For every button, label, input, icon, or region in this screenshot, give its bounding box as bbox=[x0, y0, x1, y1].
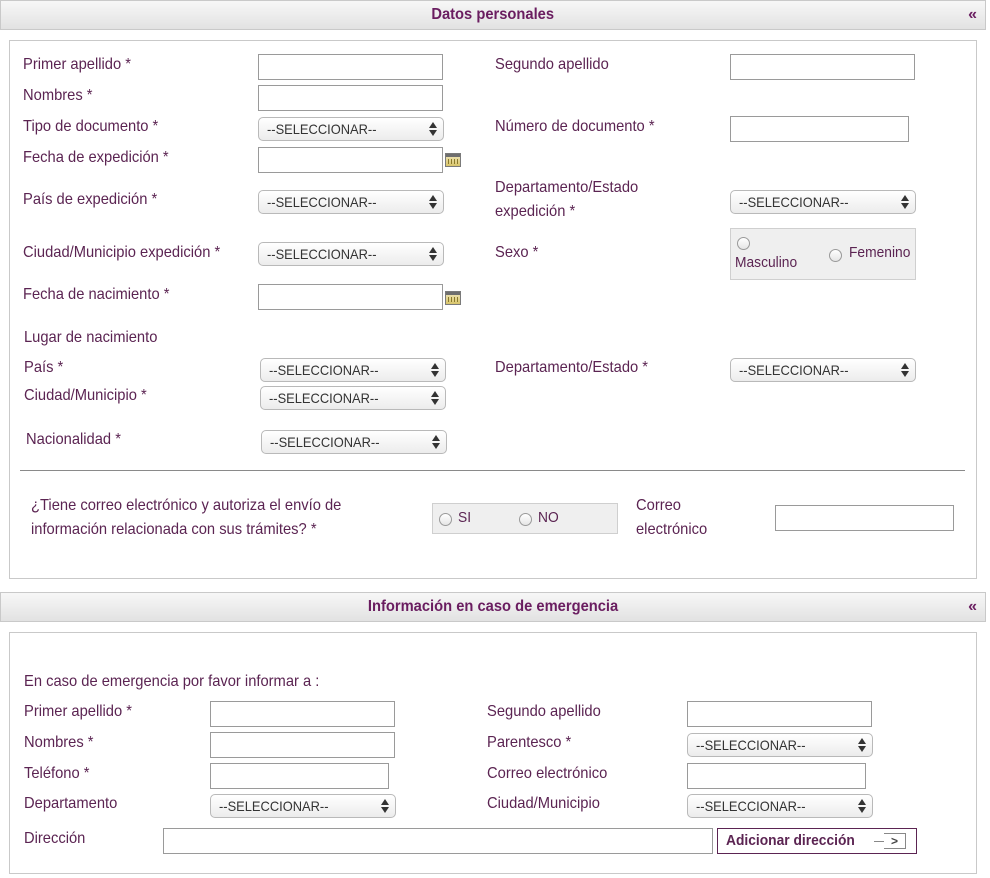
parentesco-value: --SELECCIONAR-- bbox=[696, 737, 806, 753]
nacionalidad-value: --SELECCIONAR-- bbox=[270, 434, 380, 450]
label-fecha-expedicion: Fecha de expedición * bbox=[23, 149, 169, 166]
tipo-documento-value: --SELECCIONAR-- bbox=[267, 121, 377, 137]
label-departamento-expedicion: Departamento/Estado expedición * bbox=[495, 179, 639, 220]
ciudad-nacimiento-value: --SELECCIONAR-- bbox=[269, 390, 379, 406]
label-pais: País * bbox=[24, 359, 64, 376]
select-arrows-icon bbox=[901, 194, 909, 210]
select-arrows-icon bbox=[431, 362, 439, 378]
departamento-expedicion-value: --SELECCIONAR-- bbox=[739, 194, 849, 210]
em-primer-apellido-input[interactable] bbox=[210, 701, 395, 727]
select-arrows-icon bbox=[858, 798, 866, 814]
label-ciudad-expedicion: Ciudad/Municipio expedición * bbox=[23, 244, 221, 261]
label-em-primer-apellido: Primer apellido * bbox=[24, 703, 132, 720]
nombres-input[interactable] bbox=[258, 85, 443, 111]
adicionar-direccion-button[interactable] bbox=[717, 828, 917, 854]
label-si: SI bbox=[458, 509, 472, 526]
divider bbox=[20, 470, 965, 471]
label-parentesco: Parentesco * bbox=[487, 734, 572, 751]
pais-expedicion-select[interactable] bbox=[258, 190, 444, 214]
label-femenino: Femenino bbox=[849, 244, 911, 261]
label-sexo: Sexo * bbox=[495, 244, 539, 261]
nacionalidad-select[interactable] bbox=[261, 430, 447, 454]
segundo-apellido-input[interactable] bbox=[730, 54, 915, 80]
select-arrows-icon bbox=[381, 798, 389, 814]
label-no: NO bbox=[538, 509, 559, 526]
label-tipo-documento: Tipo de documento * bbox=[23, 118, 159, 135]
sexo-radio-group bbox=[730, 228, 916, 280]
ciudad-nacimiento-select[interactable] bbox=[260, 386, 446, 410]
label-em-correo: Correo electrónico bbox=[487, 765, 608, 782]
pais-nacimiento-value: --SELECCIONAR-- bbox=[269, 362, 379, 378]
em-correo-input[interactable] bbox=[687, 763, 866, 789]
primer-apellido-input[interactable] bbox=[258, 54, 443, 80]
select-arrows-icon bbox=[429, 121, 437, 137]
select-arrows-icon bbox=[431, 390, 439, 406]
departamento-nacimiento-select[interactable] bbox=[730, 358, 916, 382]
em-segundo-apellido-input[interactable] bbox=[687, 701, 872, 727]
collapse-icon[interactable]: « bbox=[968, 6, 977, 23]
calendar-icon[interactable] bbox=[445, 153, 461, 167]
departamento-select[interactable] bbox=[210, 794, 396, 818]
label-pais-expedicion: País de expedición * bbox=[23, 191, 158, 208]
select-arrows-icon bbox=[429, 246, 437, 262]
ciudad-expedicion-select[interactable] bbox=[258, 242, 444, 266]
correo-radio-group bbox=[432, 503, 618, 534]
em-ciudad-select[interactable] bbox=[687, 794, 873, 818]
label-departamento: Departamento bbox=[24, 795, 118, 812]
radio-si[interactable] bbox=[439, 513, 452, 526]
radio-masculino[interactable] bbox=[737, 237, 750, 250]
telefono-input[interactable] bbox=[210, 763, 389, 789]
label-em-nombres: Nombres * bbox=[24, 734, 94, 751]
numero-documento-input[interactable] bbox=[730, 116, 909, 142]
label-lugar-nacimiento: Lugar de nacimiento bbox=[24, 329, 158, 346]
section-title-emergency: Información en caso de emergencia bbox=[367, 598, 619, 615]
label-em-segundo-apellido: Segundo apellido bbox=[487, 703, 601, 720]
label-em-ciudad: Ciudad/Municipio bbox=[487, 795, 600, 812]
arrow-right-icon: > bbox=[884, 833, 906, 849]
label-nombres: Nombres * bbox=[23, 87, 93, 104]
label-segundo-apellido: Segundo apellido bbox=[495, 56, 609, 73]
parentesco-select[interactable] bbox=[687, 733, 873, 757]
em-ciudad-value: --SELECCIONAR-- bbox=[696, 798, 806, 814]
select-arrows-icon bbox=[858, 737, 866, 753]
label-correo-electronico: Correo electrónico bbox=[636, 497, 708, 538]
departamento-nacimiento-value: --SELECCIONAR-- bbox=[739, 362, 849, 378]
label-ciudad-municipio: Ciudad/Municipio * bbox=[24, 387, 147, 404]
label-masculino: Masculino bbox=[735, 254, 798, 271]
select-arrows-icon bbox=[432, 434, 440, 450]
adicionar-direccion-label: Adicionar dirección bbox=[726, 832, 855, 849]
collapse-icon[interactable]: « bbox=[968, 598, 977, 615]
ciudad-expedicion-value: --SELECCIONAR-- bbox=[267, 246, 377, 262]
label-departamento-estado: Departamento/Estado * bbox=[495, 359, 649, 376]
pais-nacimiento-select[interactable] bbox=[260, 358, 446, 382]
select-arrows-icon bbox=[429, 194, 437, 210]
section-header-personal[interactable] bbox=[0, 0, 986, 30]
fecha-nacimiento-input[interactable] bbox=[258, 284, 443, 310]
radio-femenino[interactable] bbox=[829, 249, 842, 262]
departamento-value: --SELECCIONAR-- bbox=[219, 798, 329, 814]
label-correo-pregunta: ¿Tiene correo electrónico y autoriza el envío de información relacionada con sus trámites? * bbox=[31, 497, 342, 538]
section-header-emergency[interactable] bbox=[0, 592, 986, 622]
label-fecha-nacimiento: Fecha de nacimiento * bbox=[23, 286, 170, 303]
em-nombres-input[interactable] bbox=[210, 732, 395, 758]
pais-expedicion-value: --SELECCIONAR-- bbox=[267, 194, 377, 210]
correo-electronico-input[interactable] bbox=[775, 505, 954, 531]
label-nacionalidad: Nacionalidad * bbox=[26, 431, 121, 448]
direccion-input[interactable] bbox=[163, 828, 713, 854]
tipo-documento-select[interactable] bbox=[258, 117, 444, 141]
select-arrows-icon bbox=[901, 362, 909, 378]
radio-no[interactable] bbox=[519, 513, 532, 526]
label-primer-apellido: Primer apellido * bbox=[23, 56, 131, 73]
label-telefono: Teléfono * bbox=[24, 765, 90, 782]
label-direccion: Dirección bbox=[24, 830, 86, 847]
departamento-expedicion-select[interactable] bbox=[730, 190, 916, 214]
label-emergencia-intro: En caso de emergencia por favor informar a : bbox=[24, 673, 320, 690]
calendar-icon[interactable] bbox=[445, 291, 461, 305]
label-numero-documento: Número de documento * bbox=[495, 118, 655, 135]
fecha-expedicion-input[interactable] bbox=[258, 147, 443, 173]
section-title-personal: Datos personales bbox=[431, 6, 555, 23]
